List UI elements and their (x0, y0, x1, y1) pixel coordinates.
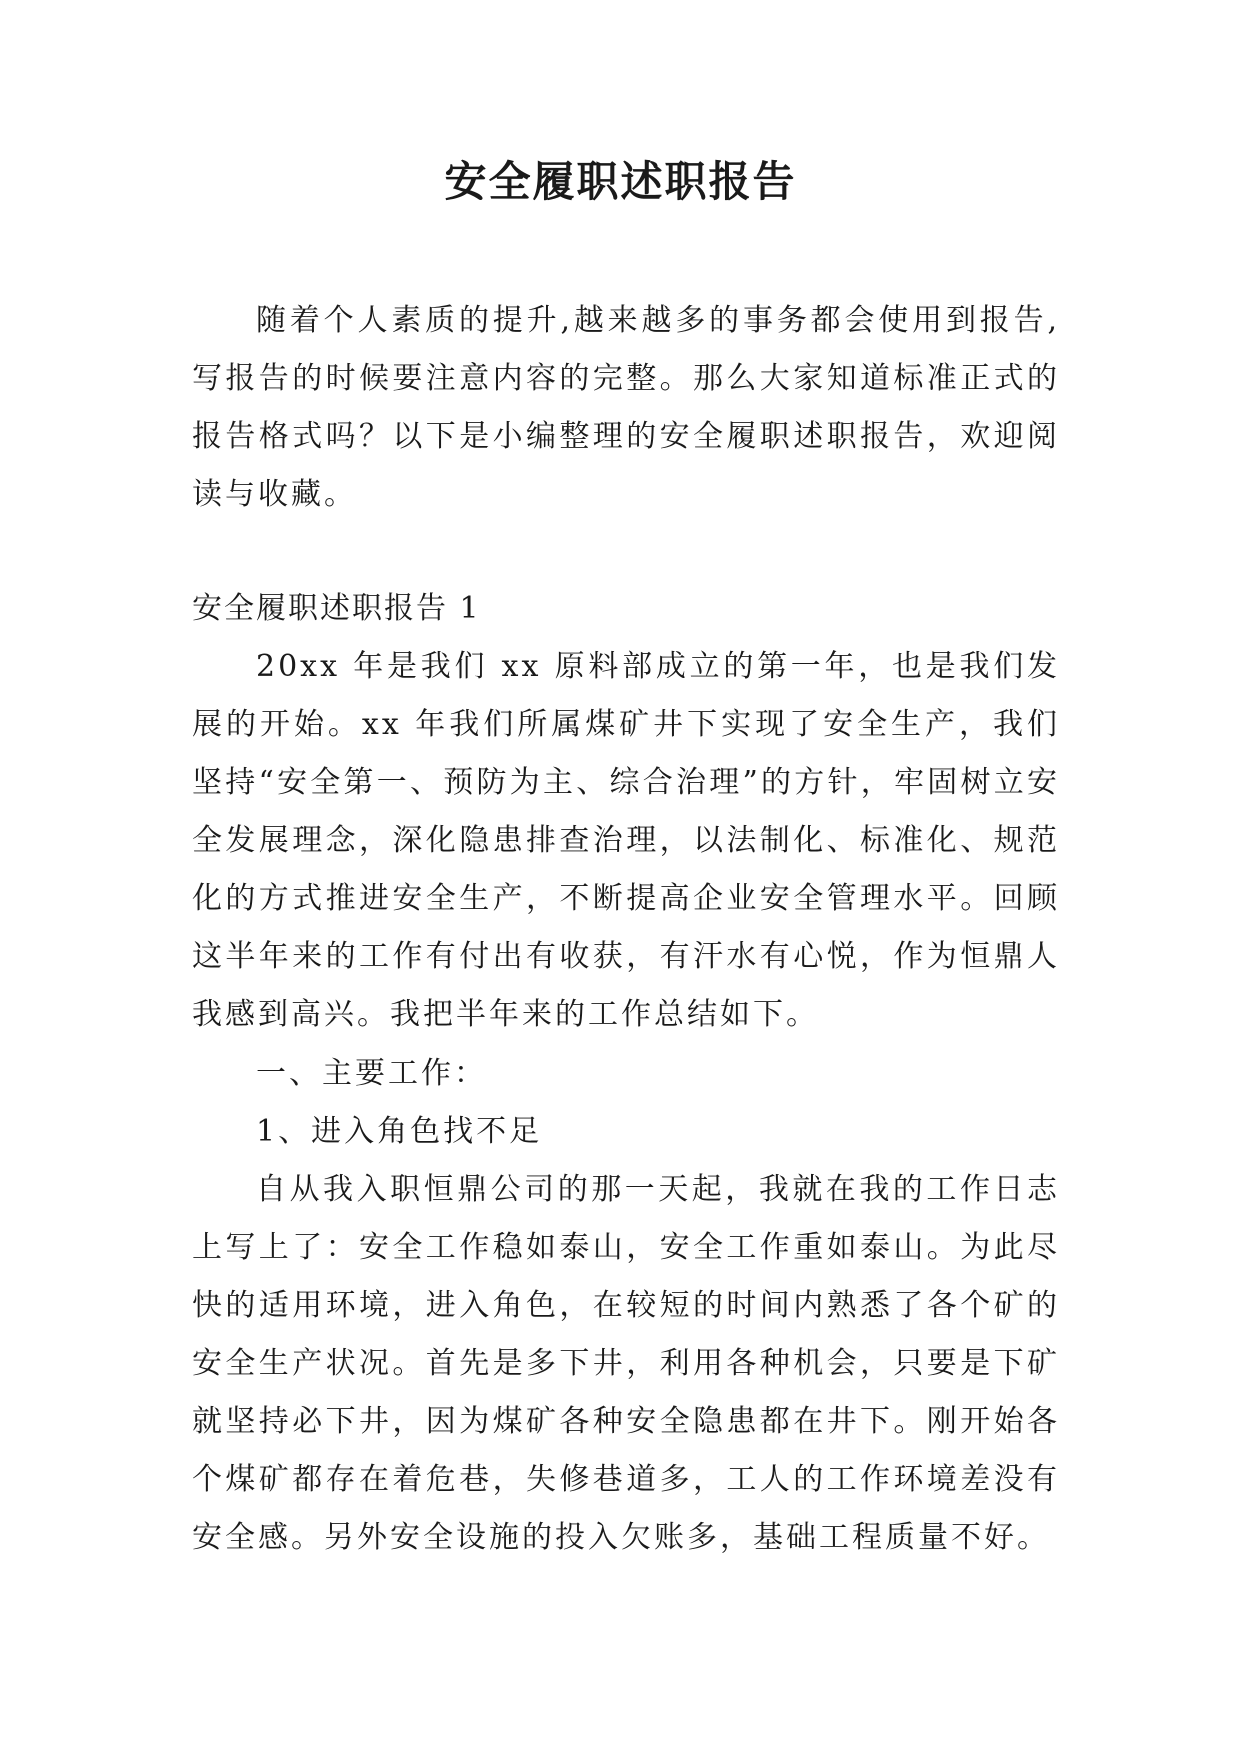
section-heading: 安全履职述职报告 1 (192, 591, 481, 626)
document-title: 安全履职述职报告 (444, 157, 797, 206)
body-paragraph-2: 自从我入职恒鼎公司的那一天起，我就在我的工作日志上写上了：安全工作稳如泰山，安全工作重如泰山。为此尽快的适用环境，进入角色，在较短的时间内熟悉了各个矿的安全生产状况。首先是多下井，利用各种机会，只要是下矿就坚持必下井，因为煤矿各种安全隐患都在井下。刚开始各个煤矿都存在着危巷，失修巷道多，工人的工作环境差没有安全感。另外安全设施的投入欠账多，基础工程质量不好。 (192, 1172, 1060, 1555)
intro-paragraph: 随着个人素质的提升,越来越多的事务都会使用到报告,写报告的时候要注意内容的完整。那么大家知道标准正式的报告格式吗？以下是小编整理的安全履职述职报告，欢迎阅读与收藏。 (192, 303, 1060, 512)
subheading-enter-role: 1、进入角色找不足 (256, 1114, 543, 1149)
subheading-main-work: 一、主要工作： (256, 1056, 487, 1091)
body-paragraph-1: 20xx 年是我们 xx 原料部成立的第一年，也是我们发展的开始。xx 年我们所属煤矿井下实现了安全生产，我们坚持“安全第一、预防为主、综合治理”的方针，牢固树立安全发展理念，深化隐患排查治理，以法制化、标准化、规范化的方式推进安全生产，不断提高企业安全管理水平。回顾这半年来的工作有付出有收获，有汗水有心悦，作为恒鼎人我感到高兴。我把半年来的工作总结如下。 (192, 649, 1060, 1032)
